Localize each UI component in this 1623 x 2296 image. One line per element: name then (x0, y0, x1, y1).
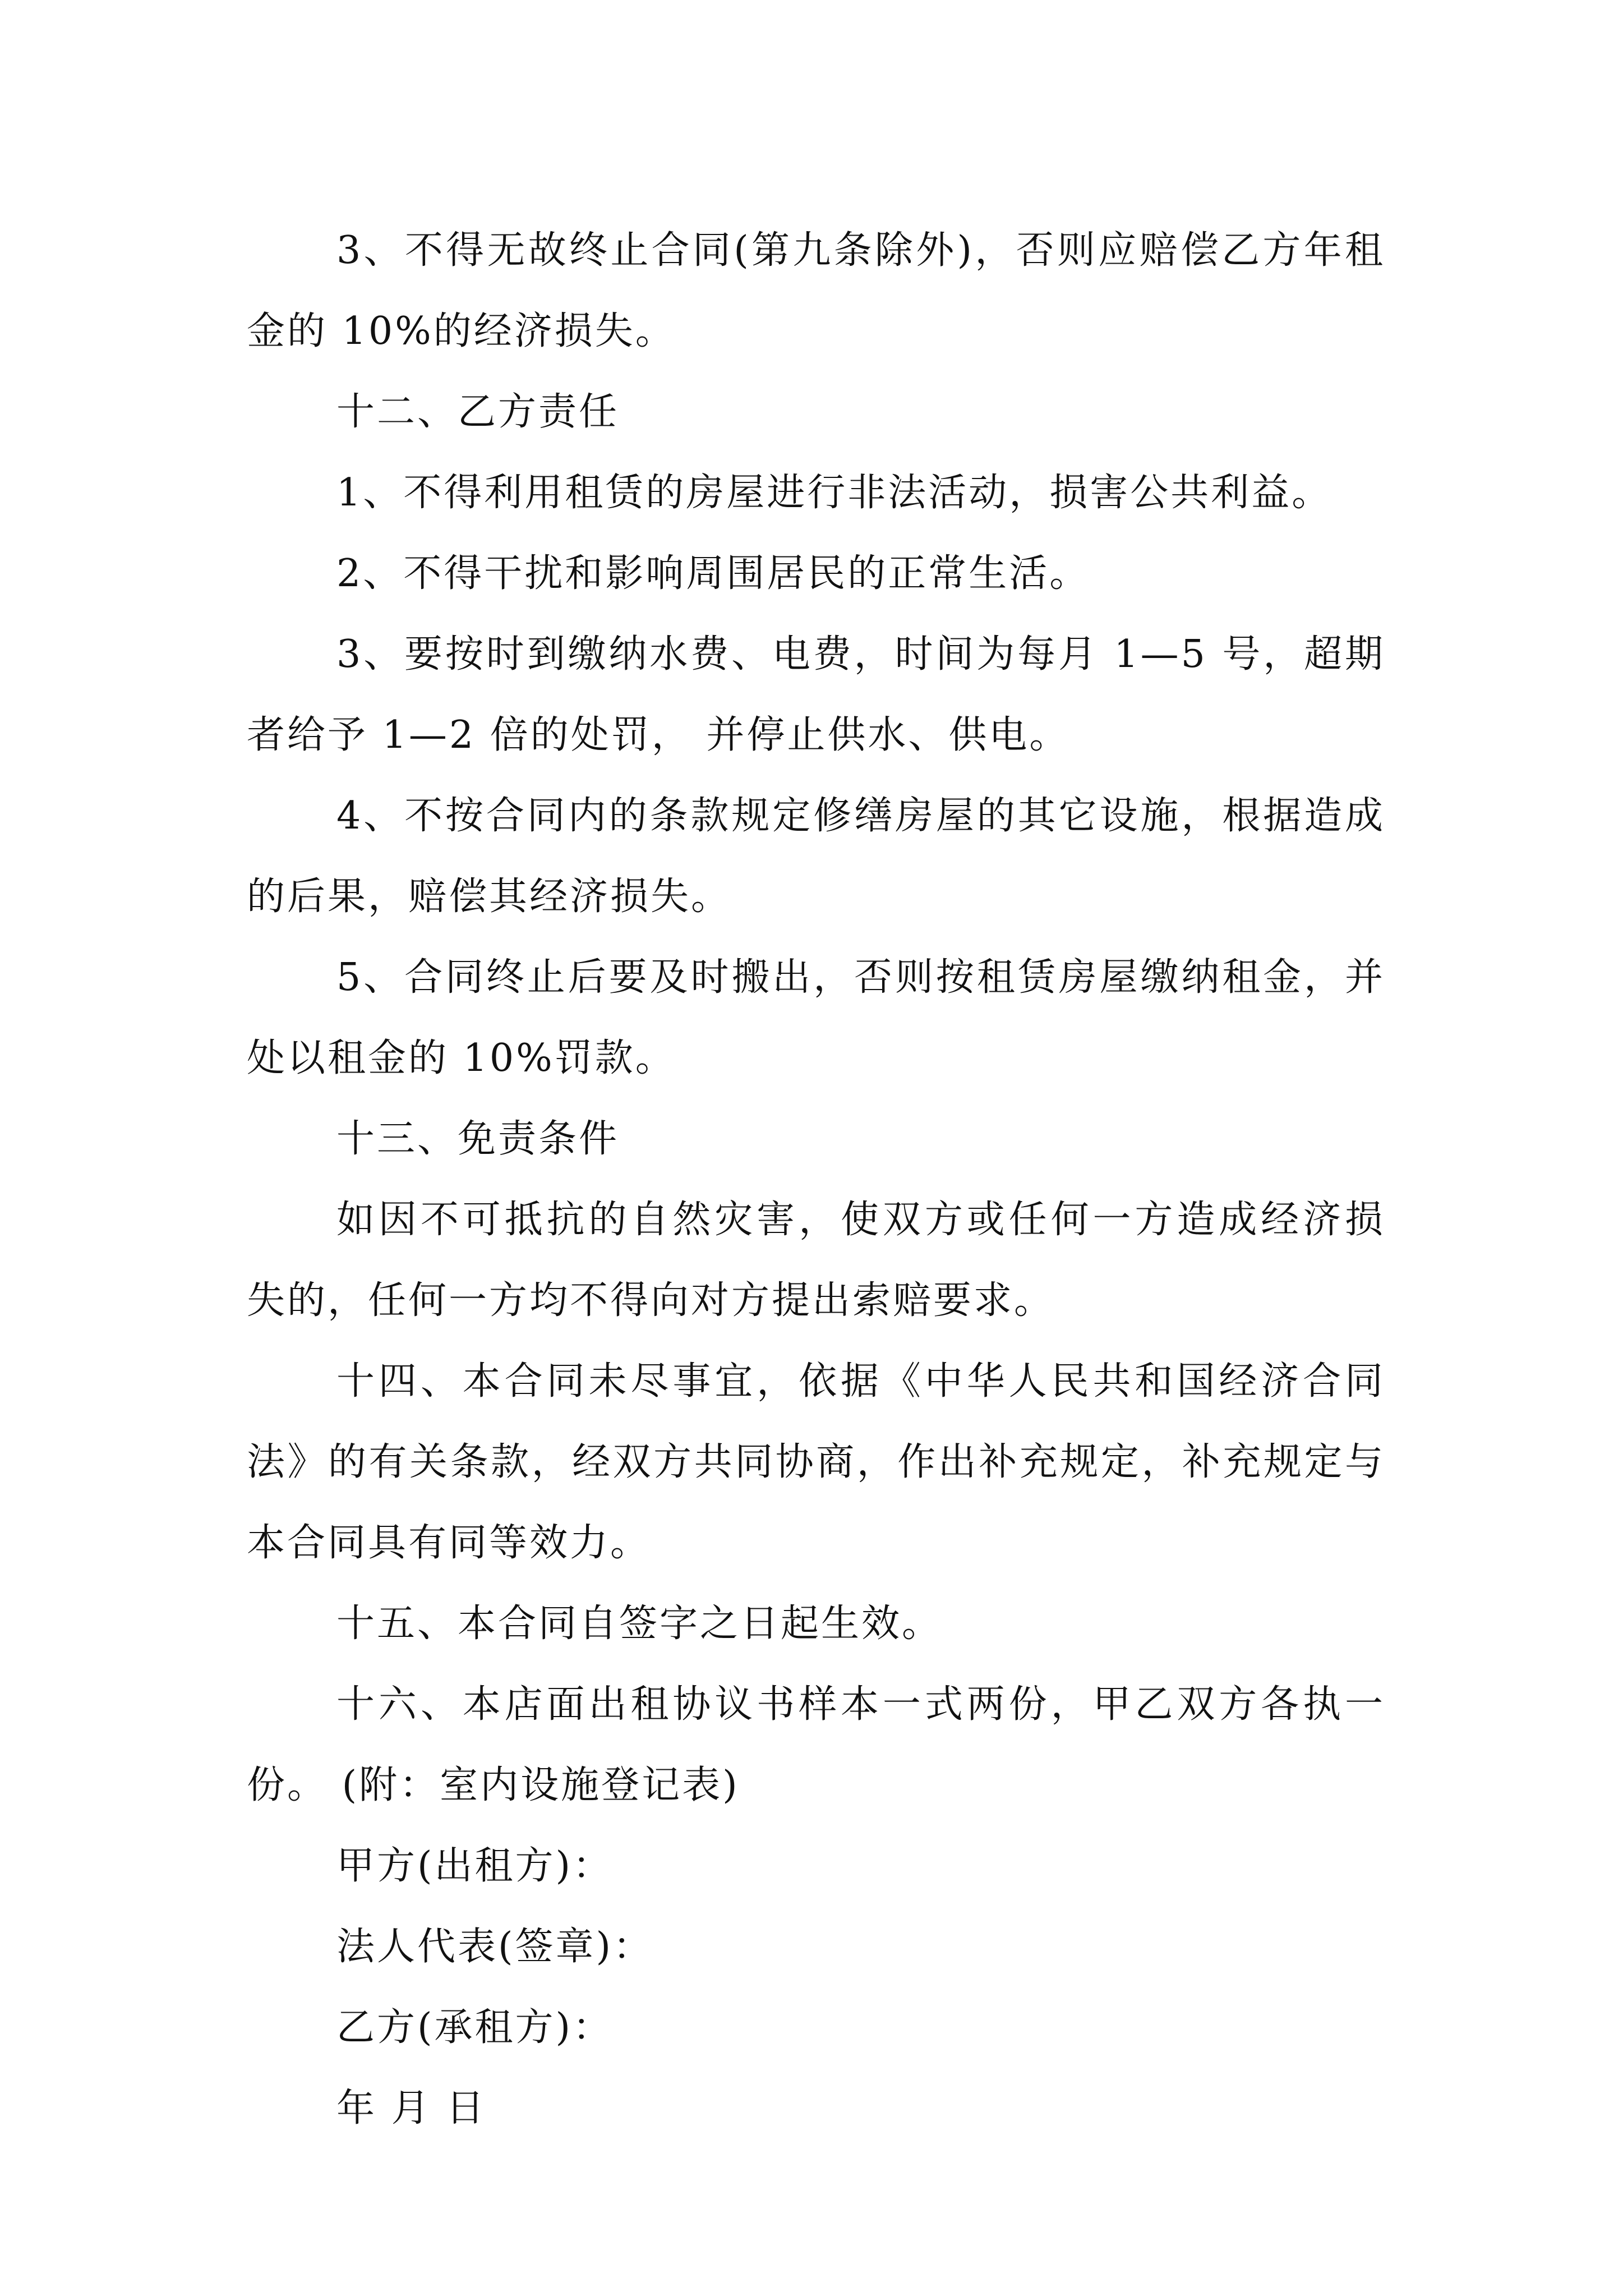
clause-fourteen: 十四、本合同未尽事宜，依据《中华人民共和国经济合同法》的有关条款，经双方共同协商，作出补充规定，补充规定与本合同具有同等效力。 (247, 1359, 1385, 1565)
clause-fifteen: 十五、本合同自签字之日起生效。 (336, 1602, 943, 1646)
clause-party-b-item-2: 2、不得干扰和影响周围居民的正常生活。 (336, 551, 1090, 596)
clause-party-b-item-5: 5、合同终止后要及时搬出，否则按租赁房屋缴纳租金，并处以租金的 10%罚款。 (247, 955, 1385, 1080)
section-heading-exemption: 十三、免责条件 (336, 1117, 620, 1161)
signature-legal-representative: 法人代表(签章)： (336, 1925, 654, 1969)
clause-party-a-item-3: 3、不得无故终止合同(第九条除外)，否则应赔偿乙方年租金的 10%的经济损失。 (247, 228, 1385, 353)
signature-date: 年 月 日 (336, 2086, 487, 2131)
signature-party-b: 乙方(承租方)： (336, 2005, 614, 2050)
signature-party-a: 甲方(出租方)： (336, 1844, 614, 1888)
clause-party-b-item-4: 4、不按合同内的条款规定修缮房屋的其它设施，根据造成的后果，赔偿其经济损失。 (247, 794, 1385, 919)
clause-party-b-item-3: 3、要按时到缴纳水费、电费，时间为每月 1—5 号，超期 者给予 1—2 倍的处罚， 并停止供水、供电。 (247, 632, 1385, 757)
document-body (247, 210, 1385, 2149)
exemption-text: 如因不可抵抗的自然灾害，使双方或任何一方造成经济损失的，任何一方均不得向对方提出索赔要求。 (247, 1198, 1385, 1323)
clause-sixteen: 十六、本店面出租协议书样本一式两份，甲乙双方各执一份。 (附：室内设施登记表) (247, 1682, 1385, 1807)
section-heading-party-b-responsibilities: 十二、乙方责任 (336, 390, 620, 434)
clause-party-b-item-1: 1、不得利用租赁的房屋进行非法活动，损害公共利益。 (336, 471, 1332, 515)
